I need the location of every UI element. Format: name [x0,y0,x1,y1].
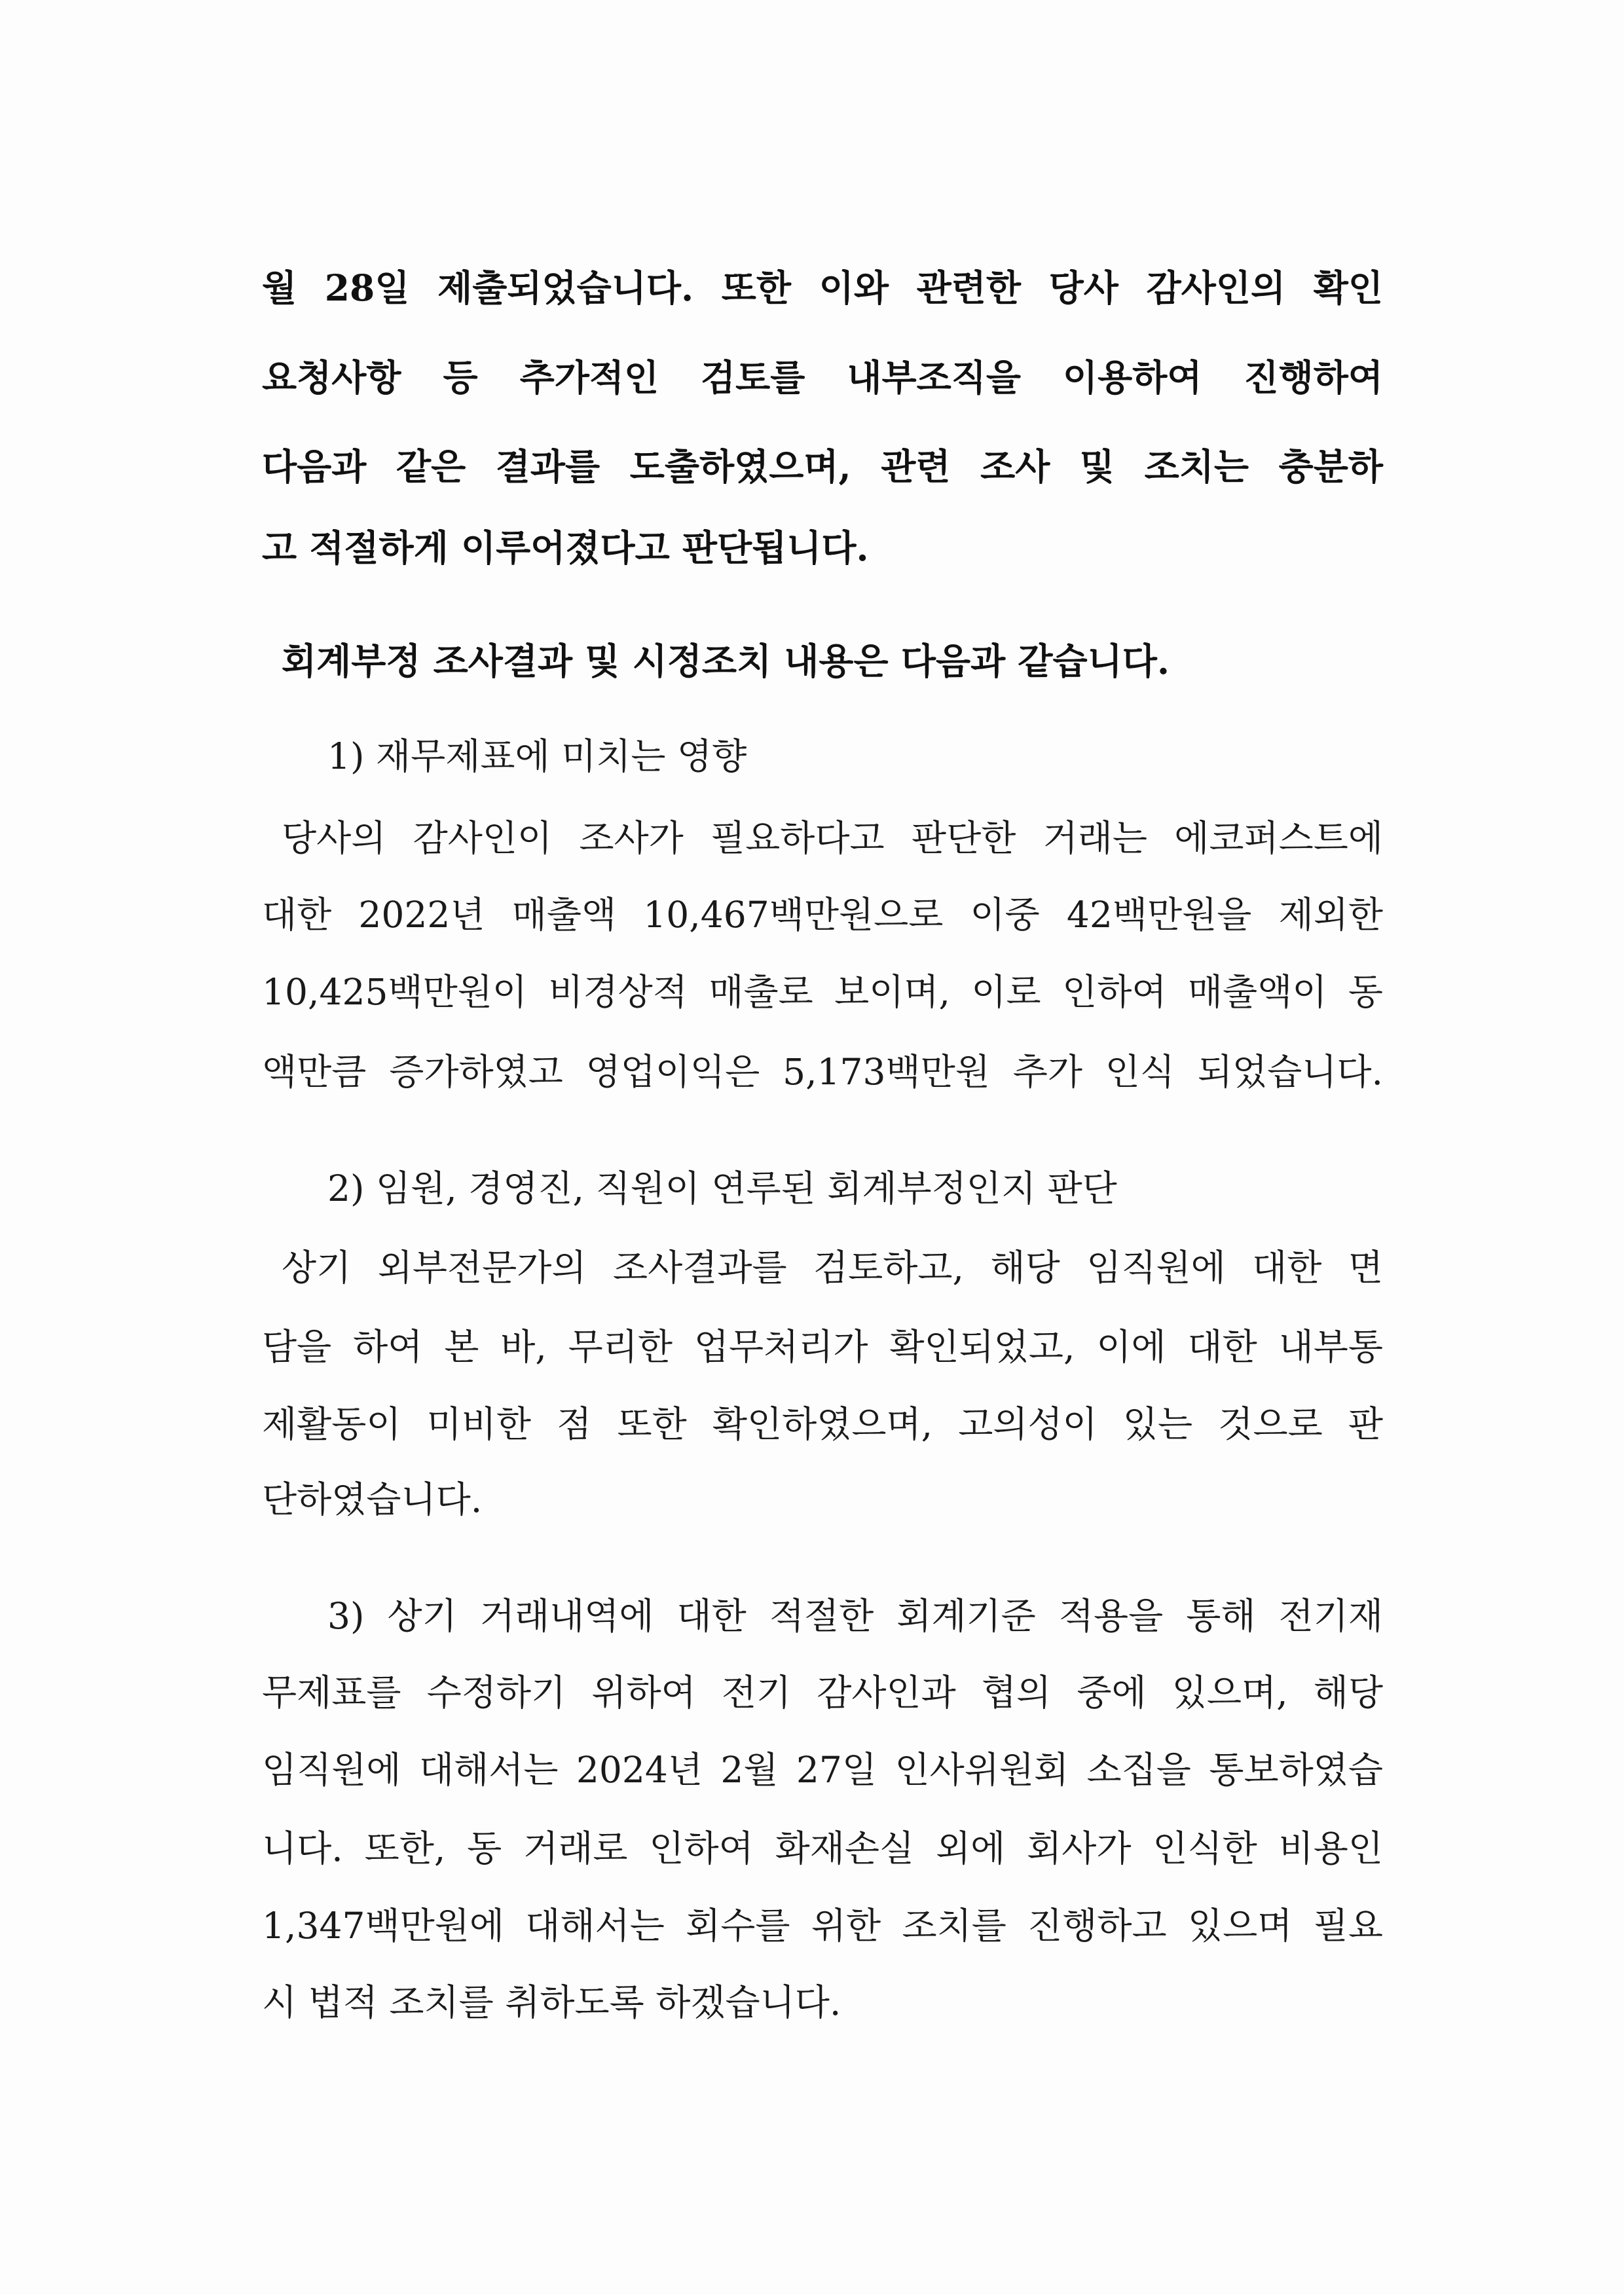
item1-line-4: 액만큼 증가하였고 영업이익은 5,173백만원 추가 인식 되었습니다. [262,1051,1383,1093]
item1-line-2: 대한 2022년 매출액 10,467백만원으로 이중 42백만원을 제외한 [262,894,1383,936]
item2-title: 2) 임원, 경영진, 직원이 연루된 회계부정인지 판단 [327,1167,1117,1209]
intro-line-1: 월 28일 제출되었습니다. 또한 이와 관련한 당사 감사인의 확인 [262,266,1383,309]
intro-line-3: 다음과 같은 결과를 도출하였으며, 관련 조사 및 조치는 충분하 [262,445,1383,488]
item2-line-2: 담을 하여 본 바, 무리한 업무처리가 확인되었고, 이에 대한 내부통 [262,1326,1383,1368]
item3-line-3: 임직원에 대해서는 2024년 2월 27일 인사위원회 소집을 통보하였습 [262,1749,1383,1791]
item3-line-5: 1,347백만원에 대해서는 회수를 위한 조치를 진행하고 있으며 필요 [262,1905,1383,1947]
item2-line-4: 단하였습니다. [262,1478,483,1520]
item3-line-2: 무제표를 수정하기 위하여 전기 감사인과 협의 중에 있으며, 해당 [262,1672,1383,1714]
intro-line-2: 요청사항 등 추가적인 검토를 내부조직을 이용하여 진행하여 [262,356,1383,399]
item2-line-3: 제활동이 미비한 점 또한 확인하였으며, 고의성이 있는 것으로 판 [262,1403,1383,1445]
item1-title: 1) 재무제표에 미치는 영향 [327,735,747,777]
item3-line-6: 시 법적 조치를 취하도록 하겠습니다. [262,1981,841,2023]
item3-line-4: 니다. 또한, 동 거래로 인하여 화재손실 외에 회사가 인식한 비용인 [262,1827,1383,1869]
item2-line-1: 상기 외부전문가의 조사결과를 검토하고, 해당 임직원에 대한 면 [282,1247,1383,1289]
item1-line-1: 당사의 감사인이 조사가 필요하다고 판단한 거래는 에코퍼스트에 [282,817,1383,859]
item1-line-3: 10,425백만원이 비경상적 매출로 보이며, 이로 인하여 매출액이 동 [262,971,1383,1013]
section-heading: 회계부정 조사결과 및 시정조치 내용은 다음과 같습니다. [282,640,1170,682]
intro-line-4: 고 적절하게 이루어졌다고 판단됩니다. [262,526,869,569]
item3-line-1: 3) 상기 거래내역에 대한 적절한 회계기준 적용을 통해 전기재 [327,1595,1383,1637]
